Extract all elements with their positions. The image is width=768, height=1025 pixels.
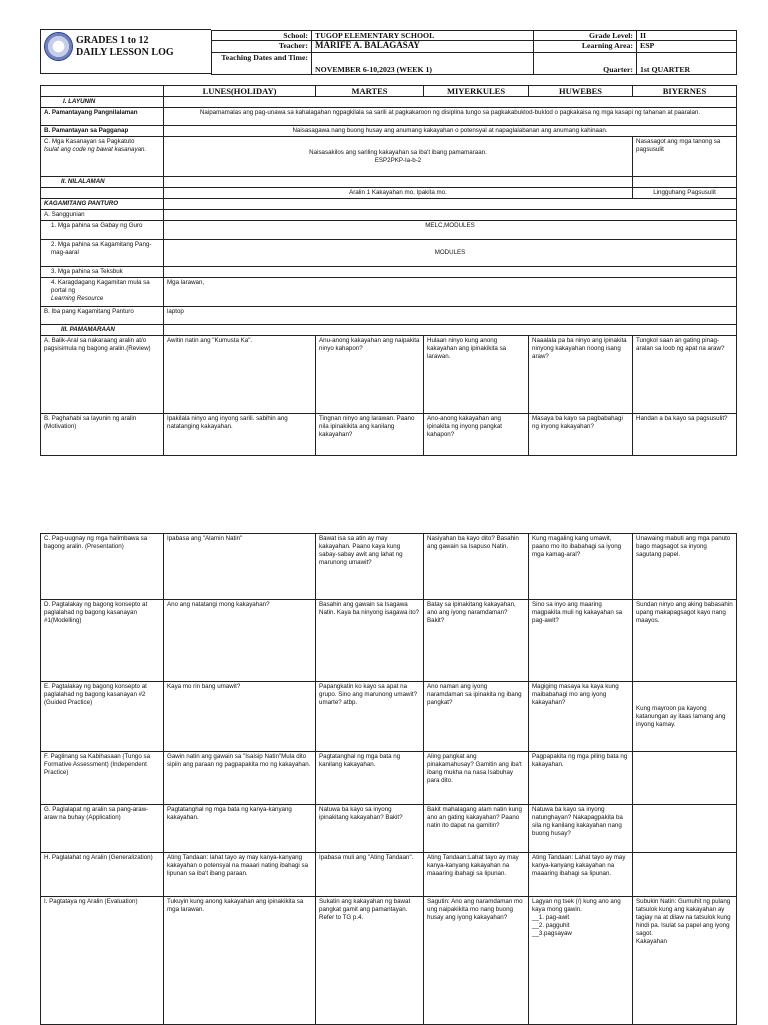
nilalaman-text: Aralin 1 Kakayahan mo, Ipakita mo. (164, 188, 633, 199)
kasanayan-text: Naisasakilos ang sariling kakayahan sa iba't ibang pamamaraan. (309, 148, 487, 156)
procedure-cell: Basahin ang gawain sa Isagawa Natin. Kaya ba ninyong isagawa ito? (316, 600, 424, 682)
procedure-label: C. Pag-uugnay ng mga halimbawa sa bagong aralin. (Presentation) (41, 534, 164, 600)
row-label-s2: 2. Mga pahina sa Kagamitang Pang-mag-aaral (41, 240, 164, 267)
row-label-s1: 1. Mga pahina sa Gabay ng Guro (41, 221, 164, 240)
procedure-cell: Ano ang natatangi mong kakayahan? (164, 600, 316, 682)
section-kagamitan: KAGAMITANG PANTURO (41, 199, 164, 210)
procedure-cell: Pagtatanghal ng mga bata ng kanya-kanyang kakayahan. (164, 805, 316, 853)
procedure-cell: Anu-anong kakayahan ang naipakita ninyo kahapon? (316, 336, 424, 414)
dates-label: Teaching Dates and Time: (212, 53, 312, 75)
day-header: MIYERKULES (424, 86, 529, 97)
procedure-row (41, 897, 737, 1025)
school-label: School: (212, 31, 312, 41)
title-line1: GRADES 1 to 12 (76, 35, 149, 46)
procedure-cell: Magiging masaya ka kaya kung maibabahagi mo ang iyong kakayahan? (529, 682, 633, 752)
row-label-b: B. Pamantayan sa Pagganap (41, 126, 164, 137)
karagdagang-kagamitan: Mga larawan, (164, 278, 737, 307)
procedure-cell: Ipabasa muli ang "Ating Tandaan". (316, 853, 424, 897)
day-header: BIYERNES (633, 86, 737, 97)
row-label-s4: 4. Karagdagang Kagamitan mula sa portal ng (51, 279, 150, 294)
procedure-cell: Natuwa ba kayo sa inyong natunghayan? Nakapagpakita ba sila ng kanilang kakayahan nang buong husay? (529, 805, 633, 853)
lesson-table-top (40, 85, 737, 456)
dates-value: NOVEMBER 6-10,2023 (WEEK 1) (312, 53, 534, 75)
meta-table (211, 30, 737, 75)
teacher-value: MARIFE A. BALAGASAY (312, 41, 534, 53)
procedure-cell: Kaya mo rin bang umawit? (164, 682, 316, 752)
procedure-cell: Bawat isa sa atin ay may kakayahan. Paano kaya kung sabay-sabay awit ang lahat ng marunong umawit? (316, 534, 424, 600)
procedure-cell: Lagyan ng tsek (/) kung ano ang kaya mong gawin. __1. pag-awit __2. pagguhit __3.pagsayaw (529, 897, 633, 1025)
procedure-label: E. Pagtalakay ng bagong konsepto at paglalahad ng bagong kasanayan #2 (Guided Practice) (41, 682, 164, 752)
procedure-row (41, 853, 737, 897)
pamantayang-pangnilalaman: Naipamamalas ang pag-unawa sa kahalagahan ngpagkilala sa sarili at pagkakaroon ng disiplina tungo sa pagkakabuklod-buklod o pagkakaisa ng mga kasapi ng tahanan at paaralan. (164, 108, 737, 126)
day-header: HUWEBES (529, 86, 633, 97)
teacher-label: Teacher: (212, 41, 312, 53)
procedure-label: F. Paglinang sa Kabihasaan (Tungo sa Formative Assessment) (Independent Practice) (41, 752, 164, 805)
procedure-label: H. Paglalahat ng Aralin (Generalization) (41, 853, 164, 897)
row-label-a: A. Pamantayang Pangnilalaman (41, 108, 164, 126)
procedure-cell: Ipakilala ninyo ang inyong sarili. sabihin ang natatanging kakayahan. (164, 414, 316, 456)
row-label-s3: 3. Mga pahina sa Teksbuk (41, 267, 164, 278)
procedure-cell: Masaya ba kayo sa pagbabahagi ng inyong kakayahan? (529, 414, 633, 456)
procedure-cell (633, 752, 737, 805)
section-layunin: I. LAYUNIN (41, 97, 164, 108)
procedure-cell: Sagutin: Ano ang naramdaman mo ung naipakikita mo nang buong husay ang iyong kakayahan? (424, 897, 529, 1025)
procedure-cell: Hulaan ninyo kung anong kakayahan ang ipinakikita sa larawan. (424, 336, 529, 414)
row-label-s4-italic: Learning Resource (51, 295, 104, 302)
procedure-cell: Kung mayroon pa kayong katanungan ay itaas lamang ang inyong kamay. (633, 682, 737, 752)
procedure-cell: Gawin natin ang gawain sa "Isaisip Natin"Mula dito sipiin ang paraan ng pagpapakita mo ng kakayahan. (164, 752, 316, 805)
procedure-cell (633, 853, 737, 897)
day-header: MARTES (316, 86, 424, 97)
row-label-c: C. Mga Kasanayan sa Pagkatuto (44, 138, 135, 145)
procedure-cell (633, 805, 737, 853)
area-label: Learning Area: (534, 41, 637, 53)
procedure-cell: Subukin Natin: Gumuhit ng pulang tatsulok kung ang kakayahan ay tagiay na at dilaw na tatsulok kung hindi pa. Isulat sa papel ang iyong sagot. Kakayahan (633, 897, 737, 1025)
procedure-label: I. Pagtataya ng Aralin (Evaluation) (41, 897, 164, 1025)
title-line2: DAILY LESSON LOG (76, 47, 174, 58)
lesson-table-bottom (40, 533, 737, 1025)
procedure-cell: Naaalala pa ba ninyo ang ipinakita ninyong kakayahan noong isang araw? (529, 336, 633, 414)
procedure-label: A. Balik-Aral sa nakaraang aralin at/o pagsisimula ng bagong aralin.(Review) (41, 336, 164, 414)
iba-pang-kagamitan: laptop (164, 307, 737, 325)
procedure-cell: Handan a ba kayo sa pagsusulit? (633, 414, 737, 456)
procedure-row (41, 682, 737, 752)
section-pamamaraan: III. PAMAMARAAN (41, 325, 164, 336)
procedure-cell: Ano naman ang iyong naramdaman sa ipinakita ng ibang pangkat? (424, 682, 529, 752)
procedure-cell: Bakit mahalagang alam natin kung ano an gating kakayahan? Paano natin ito dapat na gamitin? (424, 805, 529, 853)
kasanayan-code: ESP2PKP-Ia-b-2 (374, 156, 422, 164)
procedure-row (41, 805, 737, 853)
procedure-cell: Tukuyin kung anong kakayahan ang ipinakikita sa mga larawan. (164, 897, 316, 1025)
quarter-value: 1st QUARTER (637, 53, 737, 75)
procedure-cell: Nasiyahan ba kayo dito? Basahin ang gawain sa Isapuso Natin. (424, 534, 529, 600)
day-header-row (41, 86, 737, 97)
procedure-cell: Pagtatanghal ng mga bata ng kanilang kakayahan. (316, 752, 424, 805)
procedure-cell: Aling pangkat ang pinakamahusay? Gamitin ang iba't ibang mukha na nasa Isabuhay para dito. (424, 752, 529, 805)
procedure-cell: Kung magaling kang umawit, paano mo ito ibabahagi sa iyong mga kamag-aral? (529, 534, 633, 600)
quarter-label: Quarter: (534, 53, 637, 75)
school-value: TUGOP ELEMENTARY SCHOOL (312, 31, 534, 41)
procedure-cell: Papangkatin ko kayo sa apat na grupo. Sino ang marunong umawit? umarte? atbp. (316, 682, 424, 752)
procedure-cell: Batay sa ipinakitang kakayahan, ano ang iyong naramdaman? Bakit? (424, 600, 529, 682)
row-label-b2: B. Iba pang Kagamitang Panturo (41, 307, 164, 325)
kagamitang-pang-mag-aaral: MODULES (164, 240, 737, 267)
procedure-label: B. Paghahabi sa layunin ng aralin (Motivation) (41, 414, 164, 456)
title-box (40, 29, 211, 74)
procedure-cell: Unawaing mabuti ang mga panuto bago magsagot sa inyong sagutang papel. (633, 534, 737, 600)
procedure-row (41, 600, 737, 682)
procedure-cell: Sundan ninyo ang aking babasahin upang makapagsagot kayo nang maayos. (633, 600, 737, 682)
procedure-cell: Sukatin ang kakayahan ng bawat pangkat gamit ang pamantayan. Refer to TG p.4. (316, 897, 424, 1025)
procedure-cell: Ating Tandaan: lahat tayo ay may kanya-kanyang kakayahan o potensyal na maaari nating ibahagi sa lipunan sa iba't ibang paraan. (164, 853, 316, 897)
procedure-cell: Awitin natin ang "Kumusta Ka". (164, 336, 316, 414)
nilalaman-friday: Lingguhang Pagsusulit (633, 188, 737, 199)
area-value: ESP (637, 41, 737, 53)
procedure-cell: Ano-anong kakayahan ang ipinakita ng inyong pangkat kahapon? (424, 414, 529, 456)
procedure-row (41, 752, 737, 805)
procedure-cell: Tingnan ninyo ang larawan. Paano nila ipinakikita ang kanilang kakayahan? (316, 414, 424, 456)
procedure-label: D. Pagtalakay ng bagong konsepto at paglalahad ng bagong kasanayan #1(Modelling) (41, 600, 164, 682)
procedure-cell: Sino sa inyo ang maaring magpakita muli ng kakayahan sa pag-awit? (529, 600, 633, 682)
procedure-cell: Tungkol saan an gating pinag-aralan sa loob ng apat na araw? (633, 336, 737, 414)
procedure-cell: Natuwa ba kayo sa inyong ipinakitang kakayahan? Bakit? (316, 805, 424, 853)
row-label-sanggunian: A. Sanggunian (41, 210, 164, 221)
procedure-cell: Pagpapakita ng mga piling bata ng kakayahan. (529, 752, 633, 805)
procedure-rows (41, 534, 737, 1025)
kasanayan-friday: Nasasagot ang mga tanong sa pagsusulit (633, 137, 737, 177)
day-header: LUNES(HOLIDAY) (164, 86, 316, 97)
procedure-cell: Ating Tandaan: Lahat tayo ay may kanya-kanyang kakayahan na maaaring ibahagi sa lipunan. (529, 853, 633, 897)
row-sublabel-c: Isulat ang code ng bawat kasanayan. (44, 146, 147, 153)
grade-value: II (637, 31, 737, 41)
section-nilalaman: II. NILALAMAN (41, 177, 164, 188)
procedure-cell: Ipabasa ang "Alamin Natin" (164, 534, 316, 600)
procedure-label: G. Paglalapat ng aralin sa pang-araw-araw na buhay (Application) (41, 805, 164, 853)
gabay-ng-guro: MELC,MODULES (164, 221, 737, 240)
pamantayan-sa-pagganap: Naisasagawa nang buong husay ang anumang kakayahan o potensyal at napaglalabanan ang anumang kahinaan. (164, 126, 737, 137)
grade-label: Grade Level: (534, 31, 637, 41)
procedure-row (41, 336, 737, 414)
procedure-row (41, 414, 737, 456)
procedure-cell: Ating Tandaan:Lahat tayo ay may kanya-kanyang kakayahan na maaaring ibahagi sa lipunan. (424, 853, 529, 897)
procedure-row (41, 534, 737, 600)
